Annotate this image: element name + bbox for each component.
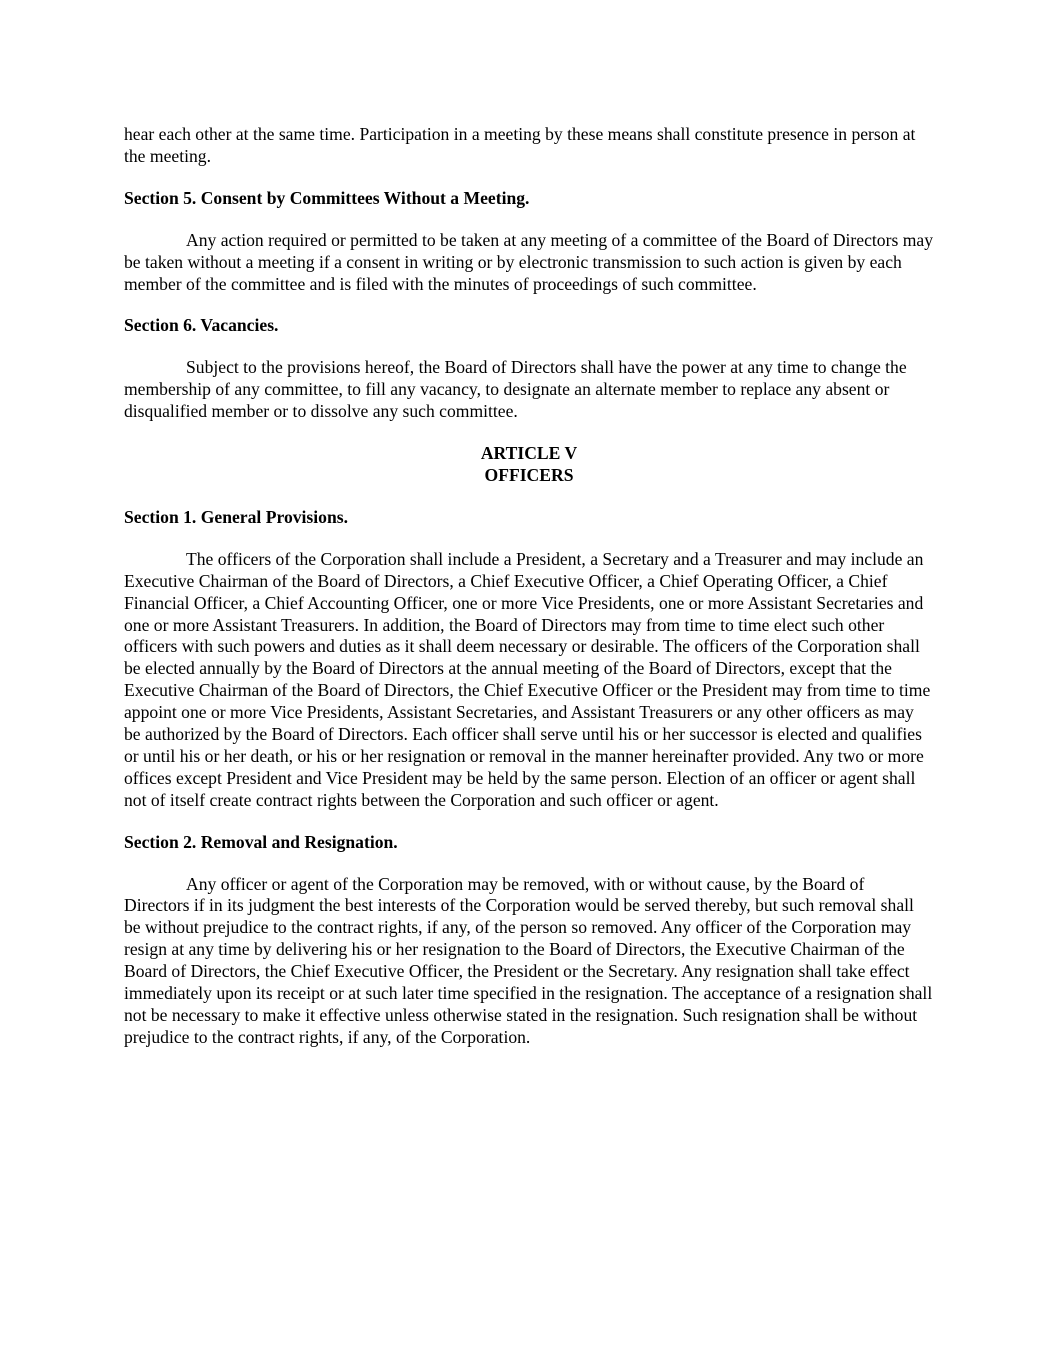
continuation-paragraph: hear each other at the same time. Participation in a meeting by these means shall constitute presence in person at the meeting.: [124, 124, 916, 166]
section-5-body: Any action required or permitted to be taken at any meeting of a committee of the Board of Directors may be taken without a meeting if a consent in writing or by electronic transmission to such action is given by each member of the committee and is filed with the minutes of proceedings of such committee.: [124, 229, 933, 294]
document-page: [124, 124, 934, 1049]
section-6-body: Subject to the provisions hereof, the Board of Directors shall have the power at any time to change the membership of any committee, to fill any vacancy, to designate an alternate member to replace any absent or disqualified member or to dissolve any such committee.: [124, 357, 907, 422]
article5-section-2-heading: Section 2. Removal and Resignation.: [124, 831, 398, 852]
article5-section-2-body: Any officer or agent of the Corporation may be removed, with or without cause, by the Board of Directors if in its judgment the best interests of the Corporation would be served thereby, but such removal shall be without prejudice to the contract rights, if any, of the person so removed. Any officer of the Corporation may resign at any time by delivering his or her resignation to the Board of Directors, the Executive Chairman of the Board of Directors, the Chief Executive Officer, the President or the Secretary. Any resignation shall take effect immediately upon its receipt or at such later time specified in the resignation. The acceptance of a resignation shall not be necessary to make it effective unless otherwise stated in the resignation. Such resignation shall be without prejudice to the contract rights, if any, of the Corporation.: [124, 873, 933, 1047]
article5-section-1-body: The officers of the Corporation shall include a President, a Secretary and a Treasurer and may include an Executive Chairman of the Board of Directors, a Chief Executive Officer, a Chief Operating Officer, a Chief Financial Officer, a Chief Accounting Officer, one or more Vice Presidents, one or more Assistant Secretaries and one or more Assistant Treasurers. In addition, the Board of Directors may from time to time elect such other officers with such powers and duties as it shall deem necessary or desirable. The officers of the Corporation shall be elected annually by the Board of Directors at the annual meeting of the Board of Directors, except that the Executive Chairman of the Board of Directors, the Chief Executive Officer or the President may from time to time appoint one or more Vice Presidents, Assistant Secretaries, and Assistant Treasurers or any other officers as may be authorized by the Board of Directors. Each officer shall serve until his or her successor is elected and qualifies or until his or her death, or his or her resignation or removal in the manner hereinafter provided. Any two or more offices except President and Vice President may be held by the same person. Election of an officer or agent shall not of itself create contract rights between the Corporation and such officer or agent.: [124, 548, 931, 810]
section-6-heading: Section 6. Vacancies.: [124, 315, 279, 336]
section-5-heading: Section 5. Consent by Committees Without a Meeting.: [124, 187, 530, 208]
article-heading: [124, 443, 934, 487]
article5-section-1-heading: Section 1. General Provisions.: [124, 506, 348, 527]
article-title: OFFICERS: [484, 464, 574, 485]
article-number: ARTICLE V: [480, 443, 578, 464]
